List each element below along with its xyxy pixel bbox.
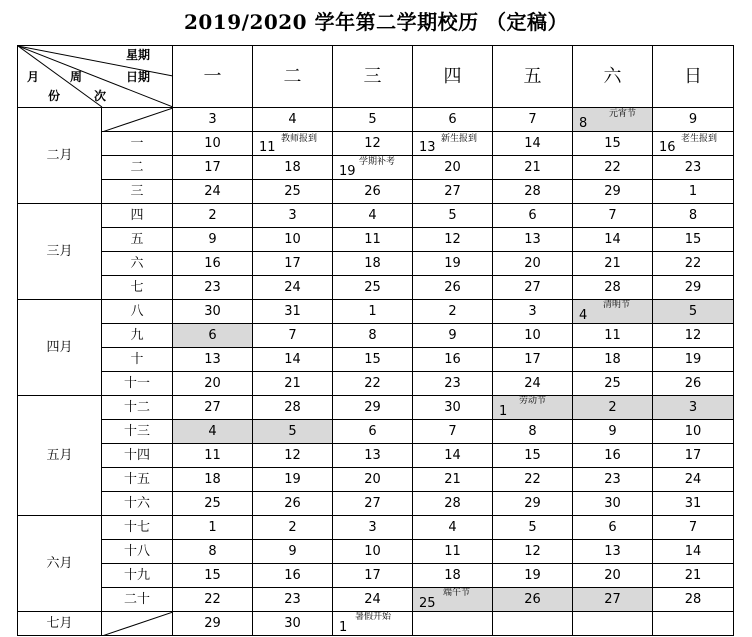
date-cell: 30: [253, 612, 333, 636]
date-cell: 31: [653, 492, 734, 516]
date-cell: 21: [253, 372, 333, 396]
date-cell: 8: [653, 204, 734, 228]
date-cell: 28: [253, 396, 333, 420]
date-number: 8: [579, 116, 588, 131]
date-cell: 7: [493, 108, 573, 132]
date-cell: 23: [413, 372, 493, 396]
date-number: 1: [499, 404, 508, 419]
date-cell: 4: [333, 204, 413, 228]
date-cell: 3: [653, 396, 734, 420]
date-cell: 6: [413, 108, 493, 132]
weekday-header-tue: 二: [253, 46, 333, 108]
week-row: [18, 468, 734, 492]
date-number: 16: [659, 140, 676, 155]
date-cell: 22: [653, 252, 734, 276]
week-axis-label-1: 周: [70, 70, 83, 84]
month-label: 六月: [18, 516, 102, 612]
date-cell: 23: [173, 276, 253, 300]
week-row: [18, 156, 734, 180]
holiday-date-cell: [253, 132, 333, 156]
diagonal-line: [102, 612, 173, 636]
date-cell: 18: [333, 252, 413, 276]
week-number: 十八: [102, 540, 173, 564]
date-cell: 2: [253, 516, 333, 540]
date-cell: 29: [653, 276, 734, 300]
date-cell: 12: [653, 324, 734, 348]
weekday-header-thu: 四: [413, 46, 493, 108]
date-number: 25: [419, 596, 436, 611]
date-cell: 12: [493, 540, 573, 564]
date-cell: 10: [333, 540, 413, 564]
date-cell: [653, 612, 734, 636]
date-cell: [493, 612, 573, 636]
date-cell: 13: [333, 444, 413, 468]
week-number: 四: [102, 204, 173, 228]
calendar-title: 2019/2020 学年第二学期校历 （定稿）: [183, 10, 569, 34]
event-note: 劳动节: [519, 396, 547, 406]
date-cell: 21: [573, 252, 653, 276]
date-cell: 16: [173, 252, 253, 276]
blank-week-cell: [102, 108, 173, 132]
date-cell: 4: [253, 108, 333, 132]
week-number: 三: [102, 180, 173, 204]
month-axis-label-2: 份: [48, 89, 61, 103]
date-cell: 22: [173, 588, 253, 612]
week-number: 十一: [102, 372, 173, 396]
week-row: [18, 300, 734, 324]
date-cell: 7: [653, 516, 734, 540]
holiday-date-cell: [413, 588, 493, 612]
date-cell: 10: [493, 324, 573, 348]
date-cell: 20: [413, 156, 493, 180]
week-row: [18, 492, 734, 516]
week-row: [18, 324, 734, 348]
week-row: [18, 588, 734, 612]
date-cell: 25: [333, 276, 413, 300]
week-number: 十三: [102, 420, 173, 444]
week-row: [18, 228, 734, 252]
weekday-axis-label: 星期: [126, 48, 151, 62]
date-cell: 9: [653, 108, 734, 132]
holiday-date-cell: [573, 300, 653, 324]
holiday-date-cell: [493, 396, 573, 420]
date-cell: 25: [173, 492, 253, 516]
week-axis-label-2: 次: [94, 89, 107, 103]
date-cell: 17: [333, 564, 413, 588]
week-number: 二十: [102, 588, 173, 612]
date-cell: 10: [653, 420, 734, 444]
week-number: 八: [102, 300, 173, 324]
date-cell: 19: [253, 468, 333, 492]
event-note: 暑假开始: [355, 612, 392, 622]
date-cell: 2: [573, 396, 653, 420]
date-cell: 13: [173, 348, 253, 372]
date-cell: [413, 612, 493, 636]
date-cell: 27: [573, 588, 653, 612]
date-cell: 29: [573, 180, 653, 204]
date-cell: 13: [573, 540, 653, 564]
date-cell: 11: [573, 324, 653, 348]
school-calendar-table: [17, 45, 734, 636]
date-cell: 21: [653, 564, 734, 588]
date-cell: 13: [493, 228, 573, 252]
date-cell: 7: [413, 420, 493, 444]
date-cell: 28: [653, 588, 734, 612]
date-cell: 5: [413, 204, 493, 228]
date-cell: 16: [253, 564, 333, 588]
date-cell: 20: [573, 564, 653, 588]
date-cell: 24: [493, 372, 573, 396]
date-cell: 3: [173, 108, 253, 132]
date-cell: 8: [333, 324, 413, 348]
date-cell: 9: [573, 420, 653, 444]
date-cell: 22: [493, 468, 573, 492]
month-axis-label-1: 月: [27, 70, 40, 84]
date-cell: 9: [413, 324, 493, 348]
date-number: 19: [339, 164, 356, 179]
date-cell: 26: [253, 492, 333, 516]
date-cell: 11: [413, 540, 493, 564]
date-cell: 3: [253, 204, 333, 228]
date-cell: 26: [493, 588, 573, 612]
date-cell: 14: [653, 540, 734, 564]
date-cell: 19: [413, 252, 493, 276]
date-number: 4: [579, 308, 588, 323]
date-cell: 1: [333, 300, 413, 324]
date-cell: 19: [493, 564, 573, 588]
date-cell: [573, 612, 653, 636]
holiday-date-cell: [413, 132, 493, 156]
date-cell: 14: [573, 228, 653, 252]
event-note: 学期补考: [359, 157, 396, 167]
date-cell: 16: [413, 348, 493, 372]
date-cell: 5: [653, 300, 734, 324]
date-number: 1: [339, 620, 348, 635]
date-cell: 27: [173, 396, 253, 420]
week-row: [18, 204, 734, 228]
date-cell: 15: [333, 348, 413, 372]
date-cell: 21: [493, 156, 573, 180]
week-row: [18, 108, 734, 132]
week-row: [18, 132, 734, 156]
date-cell: 27: [413, 180, 493, 204]
date-cell: 29: [173, 612, 253, 636]
date-cell: 11: [173, 444, 253, 468]
date-cell: 30: [413, 396, 493, 420]
date-cell: 7: [253, 324, 333, 348]
date-cell: 5: [493, 516, 573, 540]
date-cell: 24: [253, 276, 333, 300]
week-row: [18, 444, 734, 468]
date-number: 11: [259, 140, 276, 155]
week-row: [18, 372, 734, 396]
date-cell: 19: [653, 348, 734, 372]
date-cell: 16: [573, 444, 653, 468]
date-cell: 18: [573, 348, 653, 372]
date-cell: 6: [173, 324, 253, 348]
date-cell: 10: [253, 228, 333, 252]
diagonal-header-cell: [18, 46, 173, 108]
date-cell: 8: [493, 420, 573, 444]
date-cell: 6: [493, 204, 573, 228]
date-cell: 23: [653, 156, 734, 180]
date-cell: 27: [493, 276, 573, 300]
date-cell: 18: [173, 468, 253, 492]
date-cell: 15: [493, 444, 573, 468]
week-number: 十二: [102, 396, 173, 420]
date-cell: 2: [413, 300, 493, 324]
week-row: [18, 420, 734, 444]
week-row: [18, 540, 734, 564]
weekday-header-wed: 三: [333, 46, 413, 108]
date-cell: 27: [333, 492, 413, 516]
week-number: 一: [102, 132, 173, 156]
date-cell: 4: [173, 420, 253, 444]
diagonal-line: [102, 108, 173, 132]
week-row: [18, 252, 734, 276]
date-cell: 26: [413, 276, 493, 300]
date-cell: 5: [333, 108, 413, 132]
week-number: 十五: [102, 468, 173, 492]
date-cell: 26: [333, 180, 413, 204]
date-cell: 6: [333, 420, 413, 444]
date-cell: 31: [253, 300, 333, 324]
date-cell: 3: [333, 516, 413, 540]
date-cell: 4: [413, 516, 493, 540]
month-label: 五月: [18, 396, 102, 516]
week-row: [18, 396, 734, 420]
date-cell: 7: [573, 204, 653, 228]
date-cell: 5: [253, 420, 333, 444]
date-cell: 24: [333, 588, 413, 612]
blank-week-cell: [102, 612, 173, 636]
week-number: 十七: [102, 516, 173, 540]
event-note: 清明节: [603, 300, 631, 310]
date-cell: 3: [493, 300, 573, 324]
date-cell: 6: [573, 516, 653, 540]
month-label: 四月: [18, 300, 102, 396]
date-cell: 28: [573, 276, 653, 300]
week-row: [18, 348, 734, 372]
week-row: [18, 564, 734, 588]
date-cell: 21: [413, 468, 493, 492]
week-number: 十六: [102, 492, 173, 516]
date-cell: 20: [493, 252, 573, 276]
date-cell: 17: [653, 444, 734, 468]
week-row: [18, 180, 734, 204]
date-cell: 15: [653, 228, 734, 252]
date-cell: 18: [413, 564, 493, 588]
date-cell: 17: [173, 156, 253, 180]
holiday-date-cell: [653, 132, 734, 156]
week-number: 六: [102, 252, 173, 276]
week-number: 十四: [102, 444, 173, 468]
weekday-header-sun: 日: [653, 46, 734, 108]
week-row: [18, 276, 734, 300]
date-axis-label: 日期: [126, 70, 151, 84]
month-label: 三月: [18, 204, 102, 300]
date-cell: 12: [253, 444, 333, 468]
date-cell: 12: [413, 228, 493, 252]
date-cell: 2: [173, 204, 253, 228]
month-label: 七月: [18, 612, 102, 636]
date-cell: 23: [253, 588, 333, 612]
date-cell: 10: [173, 132, 253, 156]
weekday-header-mon: 一: [173, 46, 253, 108]
date-cell: 28: [493, 180, 573, 204]
date-cell: 18: [253, 156, 333, 180]
holiday-date-cell: [573, 108, 653, 132]
date-cell: 1: [653, 180, 734, 204]
date-cell: 14: [493, 132, 573, 156]
date-cell: 24: [653, 468, 734, 492]
date-cell: 23: [573, 468, 653, 492]
date-cell: 25: [253, 180, 333, 204]
date-cell: 28: [413, 492, 493, 516]
date-cell: 11: [333, 228, 413, 252]
event-note: 新生报到: [441, 134, 478, 144]
holiday-date-cell: [333, 612, 413, 636]
week-number: 二: [102, 156, 173, 180]
date-cell: 1: [173, 516, 253, 540]
date-cell: 22: [573, 156, 653, 180]
date-cell: 15: [173, 564, 253, 588]
date-cell: 20: [333, 468, 413, 492]
date-cell: 17: [253, 252, 333, 276]
date-cell: 17: [493, 348, 573, 372]
header-row: [18, 46, 734, 108]
date-cell: 24: [173, 180, 253, 204]
date-cell: 29: [333, 396, 413, 420]
event-note: 端午节: [443, 588, 471, 598]
week-number: 十: [102, 348, 173, 372]
date-cell: 15: [573, 132, 653, 156]
month-label: 二月: [18, 108, 102, 204]
date-cell: 9: [173, 228, 253, 252]
date-cell: 14: [413, 444, 493, 468]
week-row: [18, 516, 734, 540]
event-note: 教师报到: [281, 134, 318, 144]
date-cell: 29: [493, 492, 573, 516]
date-cell: 30: [573, 492, 653, 516]
date-cell: 20: [173, 372, 253, 396]
date-number: 13: [419, 140, 436, 155]
week-number: 七: [102, 276, 173, 300]
date-cell: 25: [573, 372, 653, 396]
date-cell: 8: [173, 540, 253, 564]
weekday-header-sat: 六: [573, 46, 653, 108]
week-row: [18, 612, 734, 636]
weekday-header-fri: 五: [493, 46, 573, 108]
date-cell: 12: [333, 132, 413, 156]
week-number: 五: [102, 228, 173, 252]
week-number: 十九: [102, 564, 173, 588]
date-cell: 14: [253, 348, 333, 372]
date-cell: 9: [253, 540, 333, 564]
week-number: 九: [102, 324, 173, 348]
event-note: 元宵节: [608, 109, 636, 119]
holiday-date-cell: [333, 156, 413, 180]
date-cell: 22: [333, 372, 413, 396]
date-cell: 30: [173, 300, 253, 324]
event-note: 老生报到: [681, 134, 718, 144]
date-cell: 26: [653, 372, 734, 396]
